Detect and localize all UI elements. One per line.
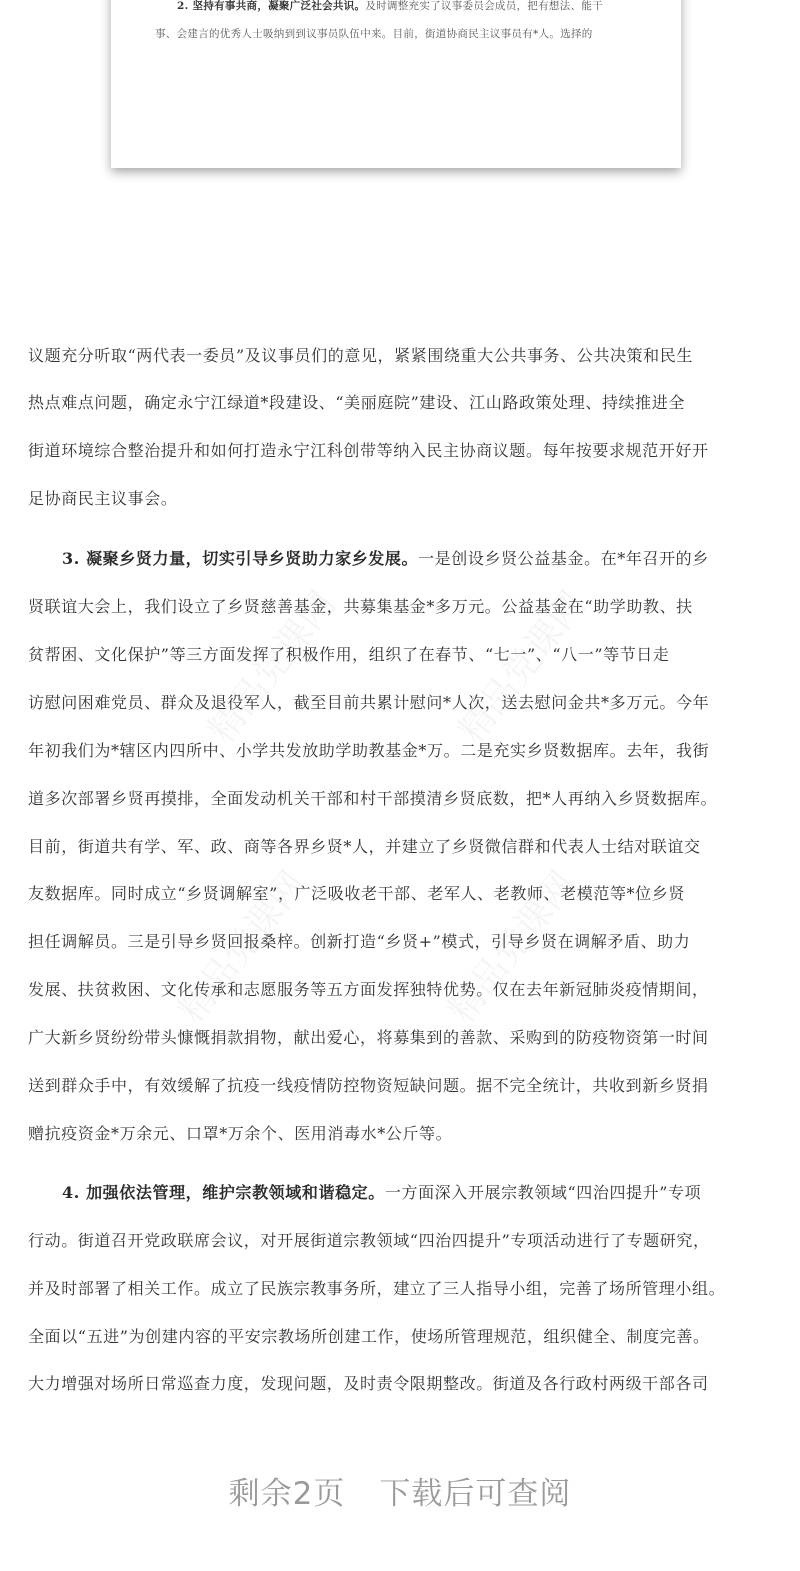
line-text: 贫帮困、文化保护”等三方面发挥了积极作用，组织了在春节、“七一”、“八一”等节日走 — [28, 645, 670, 664]
line-text: 并及时部署了相关工作。成立了民族宗教事务所，建立了三人指导小组，完善了场所管理小组。 — [28, 1279, 726, 1298]
document-line — [28, 884, 772, 906]
line-text: 贤联谊大会上，我们设立了乡贤慈善基金，共募集基金*多万元。公益基金在“助学助教、扶 — [28, 597, 693, 616]
document-line — [62, 1183, 772, 1205]
line-text: 足协商民主议事会。 — [28, 489, 178, 508]
line-text: 友数据库。同时成立“乡贤调解室”，广泛吸收老干部、老军人、老教师、老模范等*位乡贤 — [28, 884, 685, 903]
remaining-pages-banner[interactable] — [0, 1468, 800, 1518]
document-line — [28, 1124, 772, 1146]
document-line — [28, 1028, 772, 1050]
document-line — [28, 837, 772, 859]
line-text: 一方面深入开展宗教领域“四治四提升”专项 — [384, 1183, 702, 1202]
document-line — [28, 932, 772, 954]
document-line — [28, 1327, 772, 1349]
line-text: 赠抗疫资金*万余元、口罩*万余个、医用消毒水*公斤等。 — [28, 1124, 453, 1143]
line-text: 街道环境综合整治提升和如何打造永宁江科创带等纳入民主协商议题。每年按要求规范开好开 — [28, 441, 709, 460]
remaining-pages-text: 剩余2页 — [228, 1476, 346, 1512]
line-text: 议题充分听取“两代表一委员”及议事员们的意见，紧紧围绕重大公共事务、公共决策和民生 — [28, 346, 693, 365]
download-to-read-text: 下载后可查阅 — [379, 1476, 572, 1512]
document-line — [28, 693, 772, 715]
document-line — [28, 346, 772, 368]
section-heading: 3. 凝聚乡贤力量，切实引导乡贤助力家乡发展。 — [62, 549, 419, 568]
line-text: 年初我们为*辖区内四所中、小学共发放助学助教基金*万。二是充实乡贤数据库。去年，我街 — [28, 741, 710, 760]
line-text: 担任调解员。三是引导乡贤回报桑梓。创新打造“乡贤+”模式，引导乡贤在调解矛盾、助力 — [28, 932, 691, 951]
line-text: 行动。街道召开党政联席会议，对开展街道宗教领域“四治四提升”专项活动进行了专题研究， — [28, 1231, 710, 1250]
document-line — [28, 789, 772, 811]
document-line — [28, 1076, 772, 1098]
line-text: 一是创设乡贤公益基金。在*年召开的乡 — [418, 549, 709, 568]
preview-line-2: 事、会建言的优秀人士吸纳到到议事员队伍中来。目前，街道协商民主议事员有*人。选择的 — [155, 28, 593, 40]
preview-line-1-text: 及时调整充实了议事委员会成员，把有想法、能干 — [365, 0, 603, 12]
line-text: 目前，街道共有学、军、政、商等各界乡贤*人，并建立了乡贤微信群和代表人士结对联谊交 — [28, 837, 701, 856]
document-line — [28, 393, 772, 415]
document-line — [28, 441, 772, 463]
line-text: 广大新乡贤纷纷带头慷慨捐款捐物，献出爱心，将募集到的善款、采购到的防疫物资第一时间 — [28, 1028, 709, 1047]
preview-heading: 2. 坚持有事共商，凝聚广泛社会共识。 — [177, 0, 366, 12]
document-line — [28, 1374, 772, 1396]
line-text: 大力增强对场所日常巡查力度，发现问题，及时责令限期整改。街道及各行政村两级干部各司 — [28, 1374, 709, 1393]
document-line — [28, 645, 772, 667]
preview-line-1 — [177, 0, 667, 13]
line-text: 访慰问困难党员、群众及退役军人，截至目前共累计慰问*人次，送去慰问金共*多万元。今年 — [28, 693, 710, 712]
section-heading: 4. 加强依法管理，维护宗教领域和谐稳定。 — [62, 1183, 385, 1202]
document-line — [28, 489, 772, 511]
document-line — [28, 1231, 772, 1253]
line-text: 道多次部署乡贤再摸排，全面发动机关干部和村干部摸清乡贤底数，把*人再纳入乡贤数据库。 — [28, 789, 718, 808]
line-text: 发展、扶贫救困、文化传承和志愿服务等五方面发挥独特优势。仅在去年新冠肺炎疫情期间， — [28, 980, 709, 999]
document-line — [28, 741, 772, 763]
document-line — [62, 549, 772, 571]
line-text: 全面以“五进”为创建内容的平安宗教场所创建工作，使场所管理规范，组织健全、制度完善。 — [28, 1327, 710, 1346]
page-preview-card — [111, 0, 681, 168]
line-text: 热点难点问题，确定永宁江绿道*段建设、“美丽庭院”建设、江山路政策处理、持续推进全 — [28, 393, 685, 412]
document-line — [28, 980, 772, 1002]
line-text: 送到群众手中，有效缓解了抗疫一线疫情防控物资短缺问题。据不完全统计，共收到新乡贤捐 — [28, 1076, 709, 1095]
document-line — [28, 597, 772, 619]
document-line — [28, 1279, 772, 1301]
